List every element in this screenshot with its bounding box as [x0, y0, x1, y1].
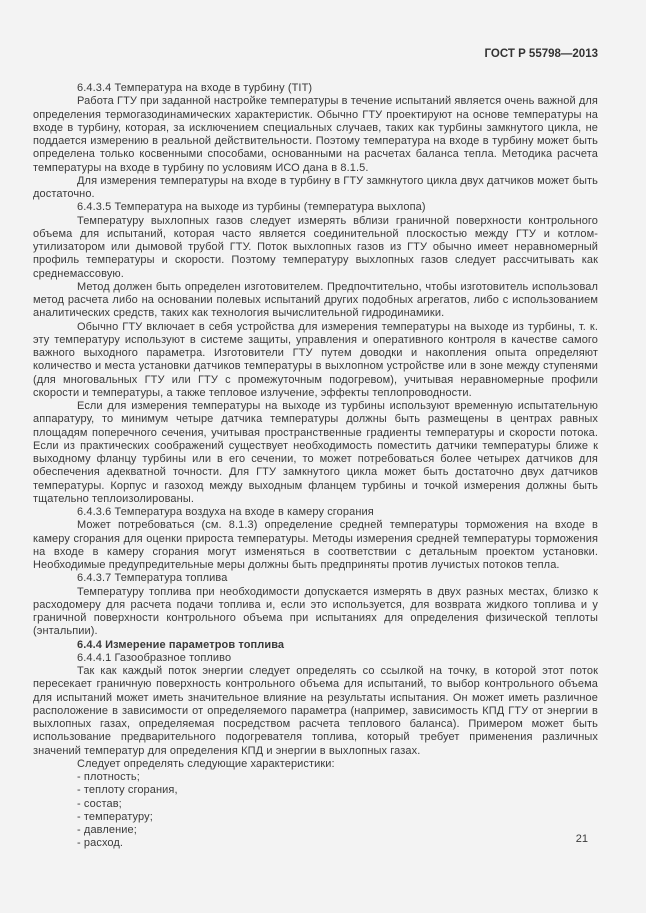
paragraph: Работа ГТУ при заданной настройке температуры в течение испытаний является очень важной для определения термогазодинамических характеристик. Обычно ГТУ проектируют на основе температуры на входе в турбину, которая, за исключением специальных случаев, таких как турбины замкнутого цикла, не поддается измерению в реальной действительности. Поэтому температура на входе в турбину может быть определена только косвенными способами, основанными на расчетах баланса тепла. Методика расчета температуры на входе в турбину по условиям ИСО дана в 8.1.5. [33, 95, 598, 174]
section-heading: 6.4.3.7 Температура топлива [77, 572, 228, 585]
section-heading: 6.4.3.5 Температура на выходе из турбины (температура выхлопа) [77, 201, 426, 214]
paragraph: Может потребоваться (см. 8.1.3) определение средней температуры торможения на входе в камеру сгорания для оценки прироста температуры. Методы измерения средней температуры торможения на входе в камеру сгорания могут изменяться в соответствии с детальным проектом установки. Необходимые предупредительные меры должны быть предприняты против лучистых потоков тепла. [33, 519, 598, 571]
paragraph: Обычно ГТУ включает в себя устройства для измерения температуры на выходе из турбины, т. к. эту температуру используют в системе защиты, управления и оперативного контроля в качестве самого важного выходного параметра. Изготовители ГТУ путем доводки и накопления опыта определяют количество и места установки датчиков температуры в выхлопном устройстве или в зоне между ступенями (для многовальных ГТУ или ГТУ с промежуточным подогревом), учитывая неравномерные профили скорости и температуры, а также тепловое излучение, эффекты теплопроводности. [33, 320, 598, 399]
paragraph: Если для измерения температуры на выходе из турбины используют временную испытательную аппаратуру, то минимум четыре датчика температуры должны быть размещены в центрах равных площадям поперечного сечения, учитывая пространственные градиенты температуры и скорости потока. Если из практических соображений существует необходимость поместить датчики температуры ближе к выходному фланцу турбины или в его сечении, то может потребоваться более четырех датчиков для обеспечения адекватной точности. Для ГТУ замкнутого цикла может быть достаточно двух датчиков температуры. Корпус и газоход между выходным фланцем турбины и точкой измерения должны быть тщательно теплоизолированы. [33, 400, 598, 505]
section-heading: 6.4.4.1 Газообразное топливо [77, 651, 232, 664]
list-item: - температуру; [77, 810, 153, 823]
list-item: - плотность; [77, 771, 140, 783]
paragraph: Для измерения температуры на входе в турбину в ГТУ замкнутого цикла двух датчиков может быть достаточно. [33, 174, 598, 200]
paragraph: Температуру выхлопных газов следует измерять вблизи граничной поверхности контрольного объема для испытаний, которая часто является соединительной плоскостью между ГТУ и котлом-утилизатором или дымовой трубой ГТУ. Поток выхлопных газов из ГТУ обычно имеет неравномерный профиль температуры и скорости. Поэтому температуру выхлопных газов следует рассчитывать как среднемассовую. [33, 214, 598, 280]
paragraph: Метод должен быть определен изготовителем. Предпочтительно, чтобы изготовитель использовал метод расчета либо на основании полевых испытаний других подобных агрегатов, либо с использованием аналитических средств, таких как технология вычислительной гидродинамики. [33, 280, 598, 320]
document-header-standard-number: ГОСТ Р 55798—2013 [484, 48, 598, 60]
list-item: - давление; [77, 824, 137, 836]
paragraph: Так как каждый поток энергии следует определять со ссылкой на точку, в которой этот поток пересекает граничную поверхность контрольного объема для испытаний, то выбор контрольного объема для испытаний может иметь значительное влияние на результаты испытания. Он может иметь различное расположение в зависимости от определяемого параметра (например, зависимость КПД ГТУ от энергии в выхлопных газах, определяемая посредством расчета теплового баланса). Примером может быть использование предварительного подогревателя топлива, который требует применения различных значений температур для определения КПД и энергии в выхлопных газах. [33, 665, 598, 757]
section-heading-bold: 6.4.4 Измерение параметров топлива [77, 638, 285, 651]
paragraph: Температуру топлива при необходимости допускается измерять в двух разных местах, близко к расходомеру для расчета подачи топлива и, если это используется, для возврата жидкого топлива и у граничной поверхности контрольного объема при испытаниях для определения физической теплоты (энтальпии). [33, 585, 598, 638]
list-item: - состав; [77, 797, 122, 810]
list-item: - теплоту сгорания, [77, 784, 178, 797]
section-heading: 6.4.3.4 Температура на входе в турбину (TIT) [77, 82, 313, 94]
page-number: 21 [575, 833, 588, 845]
section-heading: Следует определять следующие характеристики: [77, 757, 335, 770]
document-content [33, 82, 598, 851]
list-item: - расход. [77, 837, 124, 850]
section-heading: 6.4.3.6 Температура воздуха на входе в камеру сгорания [77, 506, 374, 518]
